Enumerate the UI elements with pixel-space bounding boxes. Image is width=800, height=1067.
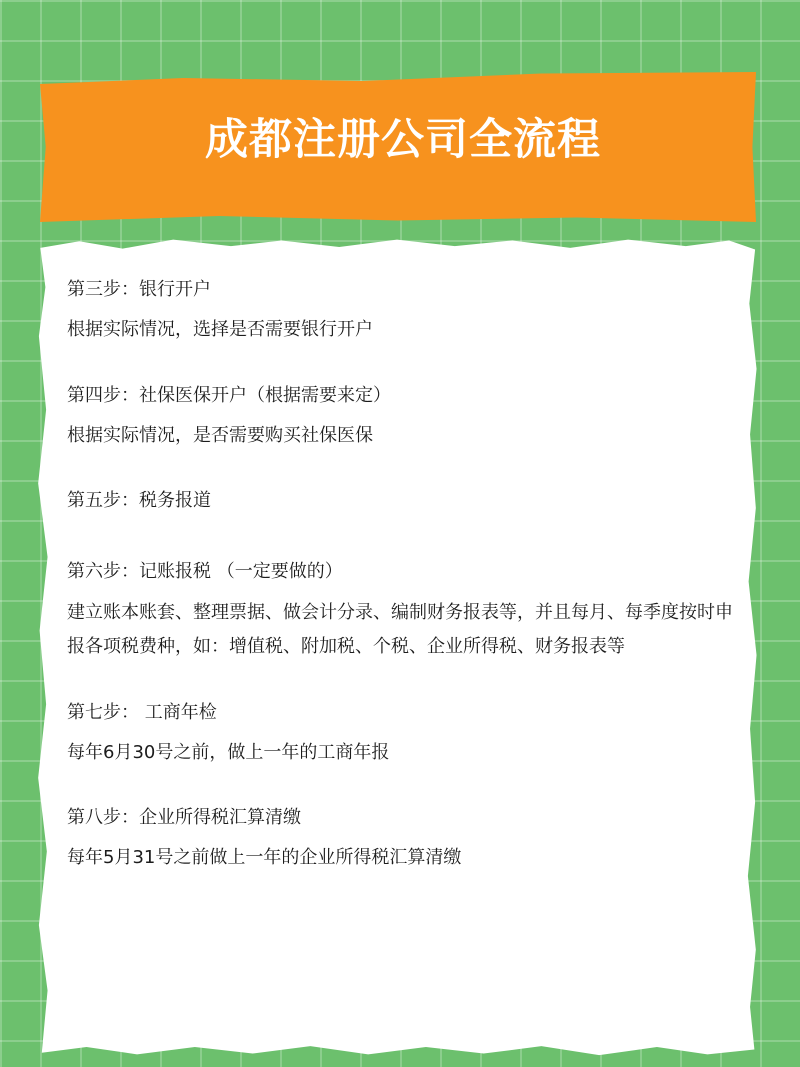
step-heading: 第七步： 工商年检 xyxy=(67,702,217,723)
step-heading: 第五步：税务报道 xyxy=(67,490,211,511)
step-tax-registration xyxy=(67,485,211,517)
step-heading: 第八步：企业所得税汇算清缴 xyxy=(67,807,301,828)
step-body: 根据实际情况，选择是否需要银行开户 xyxy=(67,319,373,340)
step-income-tax-settlement xyxy=(67,802,461,874)
step-body: 建立账本账套、整理票据、做会计分录、编制财务报表等，并且每月、每季度按时申报各项税费种，如：增值税、附加税、个税、企业所得税、财务报表等 xyxy=(67,602,733,657)
step-heading: 第六步：记账报税 （一定要做的） xyxy=(67,561,343,582)
step-bookkeeping xyxy=(67,556,747,664)
step-annual-inspection xyxy=(67,697,389,769)
step-social-insurance xyxy=(67,380,391,452)
step-bank-account xyxy=(67,274,373,346)
page-title: 成都注册公司全流程 xyxy=(205,115,601,165)
step-body: 每年6月30号之前，做上一年的工商年报 xyxy=(67,742,390,763)
step-heading: 第四步：社保医保开户（根据需要来定） xyxy=(67,385,391,406)
step-body: 每年5月31号之前做上一年的企业所得税汇算清缴 xyxy=(67,847,462,868)
step-heading: 第三步：银行开户 xyxy=(67,279,211,300)
step-body: 根据实际情况，是否需要购买社保医保 xyxy=(67,425,373,446)
